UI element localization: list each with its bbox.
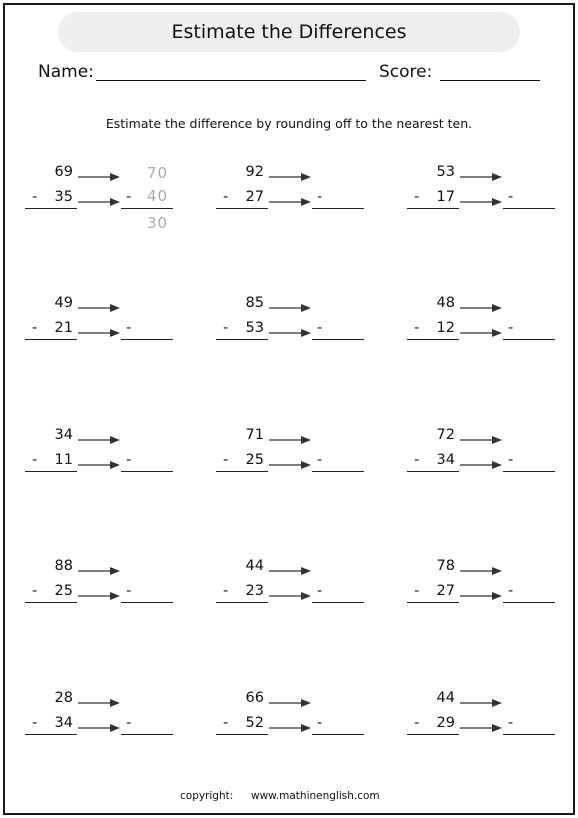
problem-bottom-number: 21 [54,320,73,336]
problem-bottom-number: 34 [436,452,455,468]
arrow-right-icon [78,561,120,571]
problem-top-number: 66 [245,690,264,706]
example-rounded-top: 70 [147,164,169,182]
arrow-right-icon [269,718,311,728]
answer-line[interactable] [121,471,173,472]
problem-top-number: 85 [245,295,264,311]
arrow-right-icon [460,298,502,308]
arrow-right-icon [460,192,502,202]
problem-13 [25,690,185,770]
minus-sign: - [414,320,420,336]
problem-bottom-number: 53 [245,320,264,336]
problem-7 [25,427,185,507]
example-answer: 30 [147,214,169,232]
minus-sign: - [126,189,132,205]
underline [216,734,268,735]
answer-line[interactable] [312,208,364,209]
underline [216,471,268,472]
problem-bottom-number: 25 [54,583,73,599]
problem-bottom-number: 23 [245,583,264,599]
minus-sign: - [126,715,132,731]
arrow-right-icon [78,298,120,308]
underline [407,339,459,340]
problem-top-number: 53 [436,164,455,180]
underline [25,339,77,340]
arrow-right-icon [269,586,311,596]
minus-sign: - [414,189,420,205]
minus-sign: - [317,452,323,468]
problem-4 [25,295,185,375]
problem-bottom-number: 25 [245,452,264,468]
problem-bottom-number: 12 [436,320,455,336]
minus-sign: - [223,583,229,599]
minus-sign: - [223,452,229,468]
underline [216,208,268,209]
arrow-right-icon [269,430,311,440]
minus-sign: - [508,583,514,599]
problem-bottom-number: 27 [245,189,264,205]
problem-2 [216,164,376,244]
name-label: Name: [38,62,94,82]
arrow-right-icon [78,323,120,333]
problem-bottom-number: 29 [436,715,455,731]
minus-sign: - [223,320,229,336]
website-link[interactable]: www.mathinenglish.com [251,790,380,802]
problem-5 [216,295,376,375]
underline [25,602,77,603]
problem-8 [216,427,376,507]
worksheet-title [58,12,520,52]
arrow-right-icon [460,167,502,177]
arrow-right-icon [460,693,502,703]
underline [25,734,77,735]
answer-line[interactable] [503,734,555,735]
name-field[interactable] [96,80,366,81]
arrow-right-icon [269,192,311,202]
answer-line[interactable] [503,339,555,340]
answer-line[interactable] [503,208,555,209]
arrow-right-icon [78,192,120,202]
arrow-right-icon [460,455,502,465]
minus-sign: - [414,715,420,731]
underline [407,208,459,209]
arrow-right-icon [269,561,311,571]
underline [407,471,459,472]
score-field[interactable] [440,80,540,81]
problem-top-number: 78 [436,558,455,574]
arrow-right-icon [460,586,502,596]
problem-12 [407,558,567,638]
answer-line[interactable] [121,734,173,735]
minus-sign: - [317,583,323,599]
arrow-right-icon [269,455,311,465]
problem-top-number: 44 [436,690,455,706]
minus-sign: - [508,320,514,336]
arrow-right-icon [269,323,311,333]
problem-top-number: 28 [54,690,73,706]
arrow-right-icon [269,693,311,703]
arrow-right-icon [78,693,120,703]
arrow-right-icon [78,718,120,728]
underline [216,339,268,340]
problem-6 [407,295,567,375]
answer-line[interactable] [121,208,173,209]
problem-bottom-number: 35 [54,189,73,205]
minus-sign: - [317,715,323,731]
problem-top-number: 88 [54,558,73,574]
example-rounded-bottom: 40 [147,187,169,205]
minus-sign: - [32,583,38,599]
problem-3 [407,164,567,244]
problem-bottom-number: 17 [436,189,455,205]
answer-line[interactable] [312,602,364,603]
problem-bottom-number: 11 [54,452,73,468]
minus-sign: - [126,452,132,468]
minus-sign: - [508,715,514,731]
problem-top-number: 72 [436,427,455,443]
underline [25,471,77,472]
answer-line[interactable] [312,471,364,472]
underline [407,602,459,603]
minus-sign: - [32,189,38,205]
answer-line[interactable] [121,602,173,603]
problem-top-number: 34 [54,427,73,443]
arrow-right-icon [460,561,502,571]
arrow-right-icon [460,718,502,728]
minus-sign: - [508,452,514,468]
problem-15 [407,690,567,770]
minus-sign: - [32,320,38,336]
arrow-right-icon [269,298,311,308]
arrow-right-icon [78,430,120,440]
minus-sign: - [508,189,514,205]
problem-top-number: 44 [245,558,264,574]
problem-top-number: 48 [436,295,455,311]
minus-sign: - [317,189,323,205]
arrow-right-icon [460,430,502,440]
arrow-right-icon [78,167,120,177]
problem-10 [25,558,185,638]
arrow-right-icon [460,323,502,333]
problem-bottom-number: 52 [245,715,264,731]
answer-line[interactable] [312,339,364,340]
problem-top-number: 49 [54,295,73,311]
answer-line[interactable] [503,471,555,472]
problem-9 [407,427,567,507]
underline [216,602,268,603]
minus-sign: - [414,583,420,599]
problem-bottom-number: 34 [54,715,73,731]
problem-14 [216,690,376,770]
score-label: Score: [379,62,433,82]
underline [25,208,77,209]
minus-sign: - [32,715,38,731]
answer-line[interactable] [312,734,364,735]
problem-top-number: 71 [245,427,264,443]
problem-top-number: 69 [54,164,73,180]
worksheet-title-text: Estimate the Differences [171,21,407,43]
arrow-right-icon [269,167,311,177]
underline [407,734,459,735]
answer-line[interactable] [121,339,173,340]
minus-sign: - [223,715,229,731]
instructions: Estimate the difference by rounding off to the nearest ten. [105,116,473,131]
problem-11 [216,558,376,638]
problem-top-number: 92 [245,164,264,180]
minus-sign: - [126,320,132,336]
minus-sign: - [126,583,132,599]
minus-sign: - [32,452,38,468]
problem-1 [25,164,185,244]
minus-sign: - [223,189,229,205]
copyright-label: copyright: [180,790,234,802]
arrow-right-icon [78,455,120,465]
problem-bottom-number: 27 [436,583,455,599]
minus-sign: - [317,320,323,336]
minus-sign: - [414,452,420,468]
arrow-right-icon [78,586,120,596]
answer-line[interactable] [503,602,555,603]
